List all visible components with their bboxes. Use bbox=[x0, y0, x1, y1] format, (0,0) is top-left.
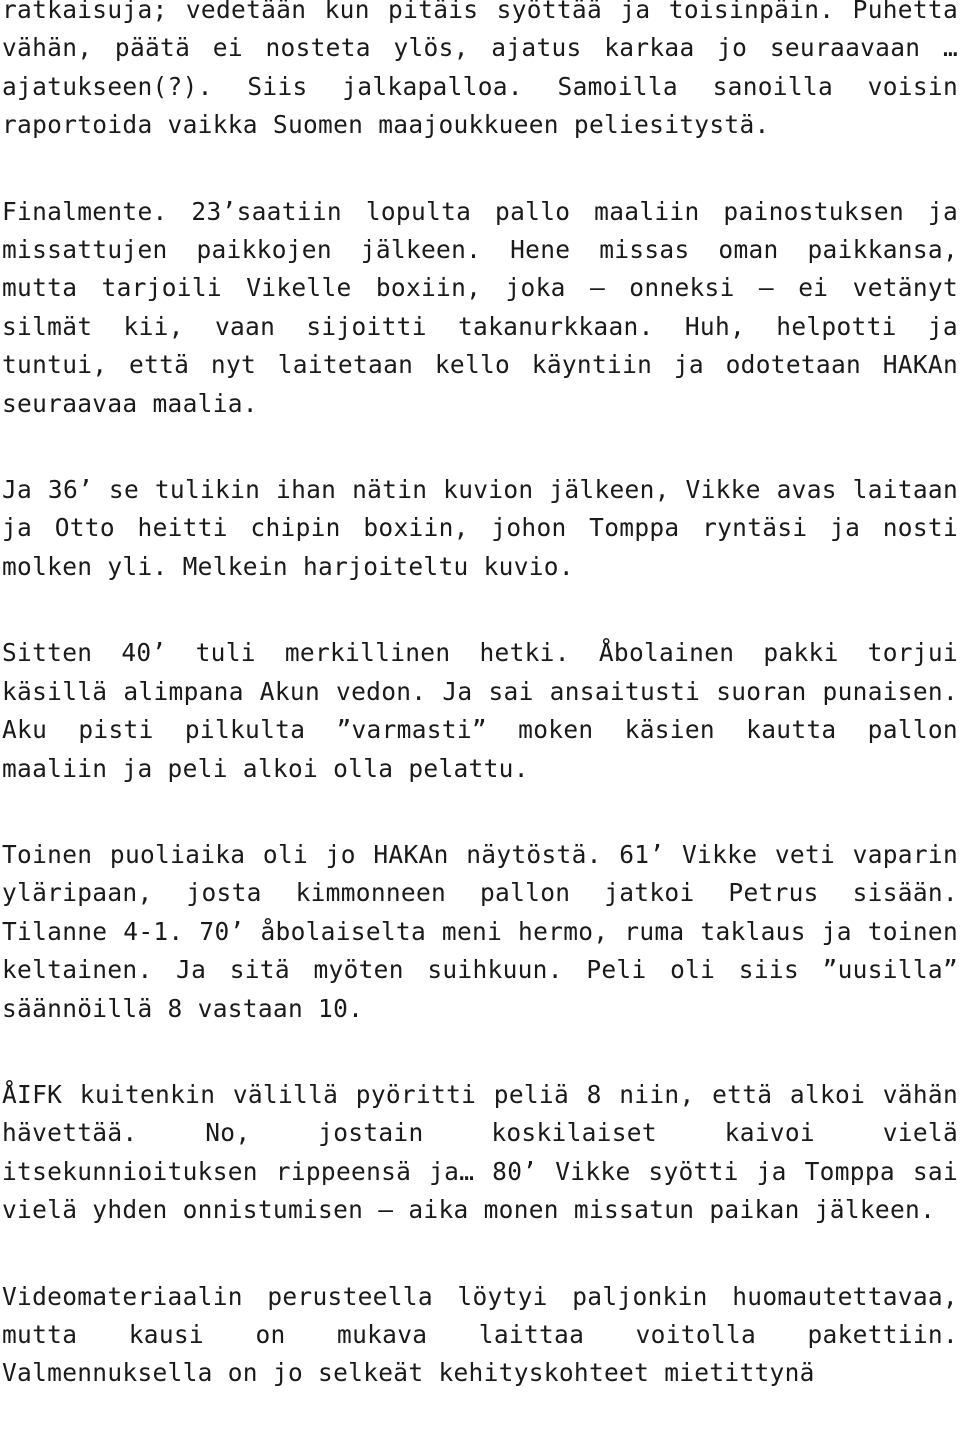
article-body bbox=[2, 0, 958, 1441]
paragraph: Toinen puoliaika oli jo HAKAn näytöstä. 61’ Vikke veti vaparin yläripaan, josta kimmonneen pallon jatkoi Petrus sisään. Tilanne 4-1. 70’ åbolaiselta meni hermo, ruma taklaus ja toinen keltainen. Ja sitä myöten suihkuun. Peli oli siis ”uusilla” säännöillä 8 vastaan 10. bbox=[2, 839, 958, 1023]
paragraph: Ja 36’ se tulikin ihan nätin kuvion jälkeen, Vikke avas laitaan ja Otto heitti chipin boxiin, johon Tomppa ryntäsi ja nosti molken yli. Melkein harjoiteltu kuvio. bbox=[2, 475, 958, 581]
paragraph: ÅIFK kuitenkin välillä pyöritti peliä 8 niin, että alkoi vähän hävettää. No, jostain koskilaiset kaivoi vielä itsekunnioituksen rippeensä ja… 80’ Vikke syötti ja Tomppa sai vielä yhden onnistumisen – aika monen missatun paikan jälkeen. bbox=[2, 1079, 958, 1225]
paragraph: Finalmente. 23’saatiin lopulta pallo maaliin painostuksen ja missattujen paikkojen jälkeen. Hene missas oman paikkansa, mutta tarjoili Vikelle boxiin, joka – onneksi – ei vetänyt silmät kii, vaan sijoitti takanurkkaan. Huh, helpotti ja tuntui, että nyt laitetaan kello käyntiin ja odotetaan HAKAn seuraavaa maalia. bbox=[2, 196, 958, 418]
paragraph: ratkaisuja; vedetään kun pitäis syöttää ja toisinpäin. Puhetta vähän, päätä ei nosteta ylös, ajatus karkaa jo seuraavaan …ajatukseen(?). Siis jalkapalloa. Samoilla sanoilla voisin raportoida vaikka Suomen maajoukkueen peliesitystä. bbox=[2, 0, 958, 140]
paragraph: Sitten 40’ tuli merkillinen hetki. Åbolainen pakki torjui käsillä alimpana Akun vedon. Ja sai ansaitusti suoran punaisen. Aku pisti pilkulta ”varmasti” moken käsien kautta pallon maaliin ja peli alkoi olla pelattu. bbox=[2, 638, 958, 783]
paragraph: Videomateriaalin perusteella löytyi paljonkin huomautettavaa, mutta kausi on mukava laittaa voitolla pakettiin. Valmennuksella on jo selkeät kehityskohteet mietittynä bbox=[2, 1281, 958, 1388]
